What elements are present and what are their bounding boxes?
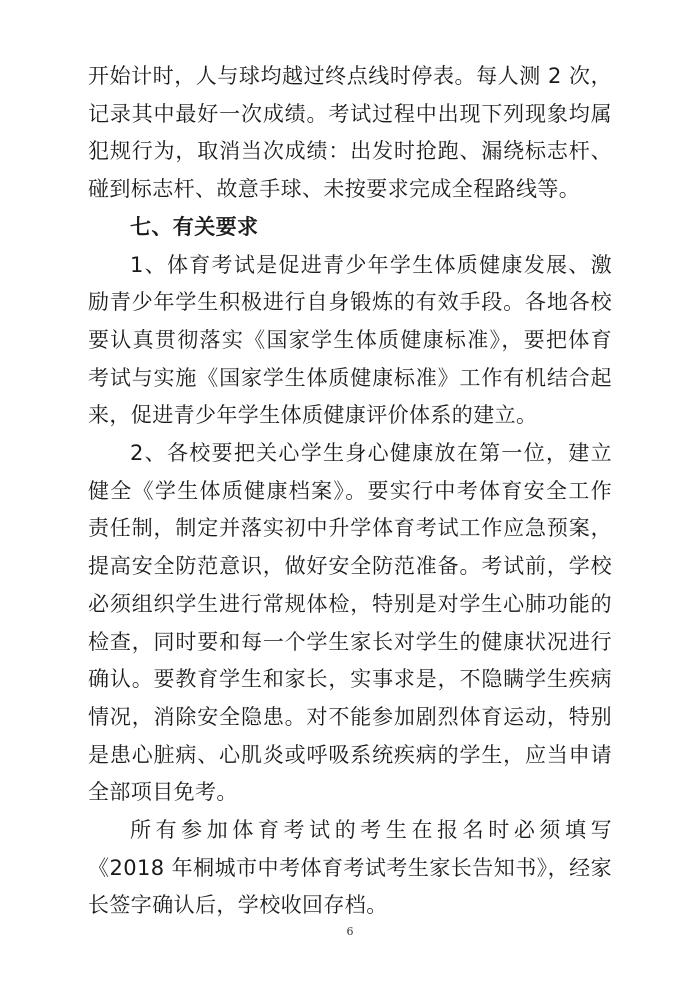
document-body	[88, 58, 612, 925]
page-number: 6	[346, 925, 354, 938]
paragraph-registration-notice: 所有参加体育考试的考生在报名时必须填写《2018 年桐城市中考体育考试考生家长告知书》，经家长签字确认后，学校收回存档。	[88, 818, 612, 918]
paragraph-requirement-2: 2、各校要把关心学生身心健康放在第一位，建立健全《学生体质健康档案》。要实行中考体育安全工作责任制，制定并落实初中升学体育考试工作应急预案，提高安全防范意识，做好安全防范准备。考试前，学校必须组织学生进行常规体检，特别是对学生心肺功能的检查，同时要和每一个学生家长对学生的健康状况进行确认。要教育学生和家长，实事求是，不隐瞒学生疾病情况，消除安全隐患。对不能参加剧烈体育运动，特别是患心脏病、心肌炎或呼吸系统疾病的学生，应当申请全部项目免考。	[88, 441, 612, 805]
paragraph-exam-rules: 开始计时，人与球均越过终点线时停表。每人测 2 次，记录其中最好一次成绩。考试过程中出现下列现象均属犯规行为，取消当次成绩：出发时抢跑、漏绕标志杆、碰到标志杆、故意手球、未按要求完成全程路线等。	[88, 64, 612, 202]
paragraph-requirement-1: 1、体育考试是促进青少年学生体质健康发展、激励青少年学生积极进行自身锻炼的有效手段。各地各校要认真贯彻落实《国家学生体质健康标准》，要把体育考试与实施《国家学生体质健康标准》工作有机结合起来，促进青少年学生体质健康评价体系的建立。	[88, 252, 612, 428]
section-heading-requirements: 七、有关要求	[130, 214, 259, 239]
